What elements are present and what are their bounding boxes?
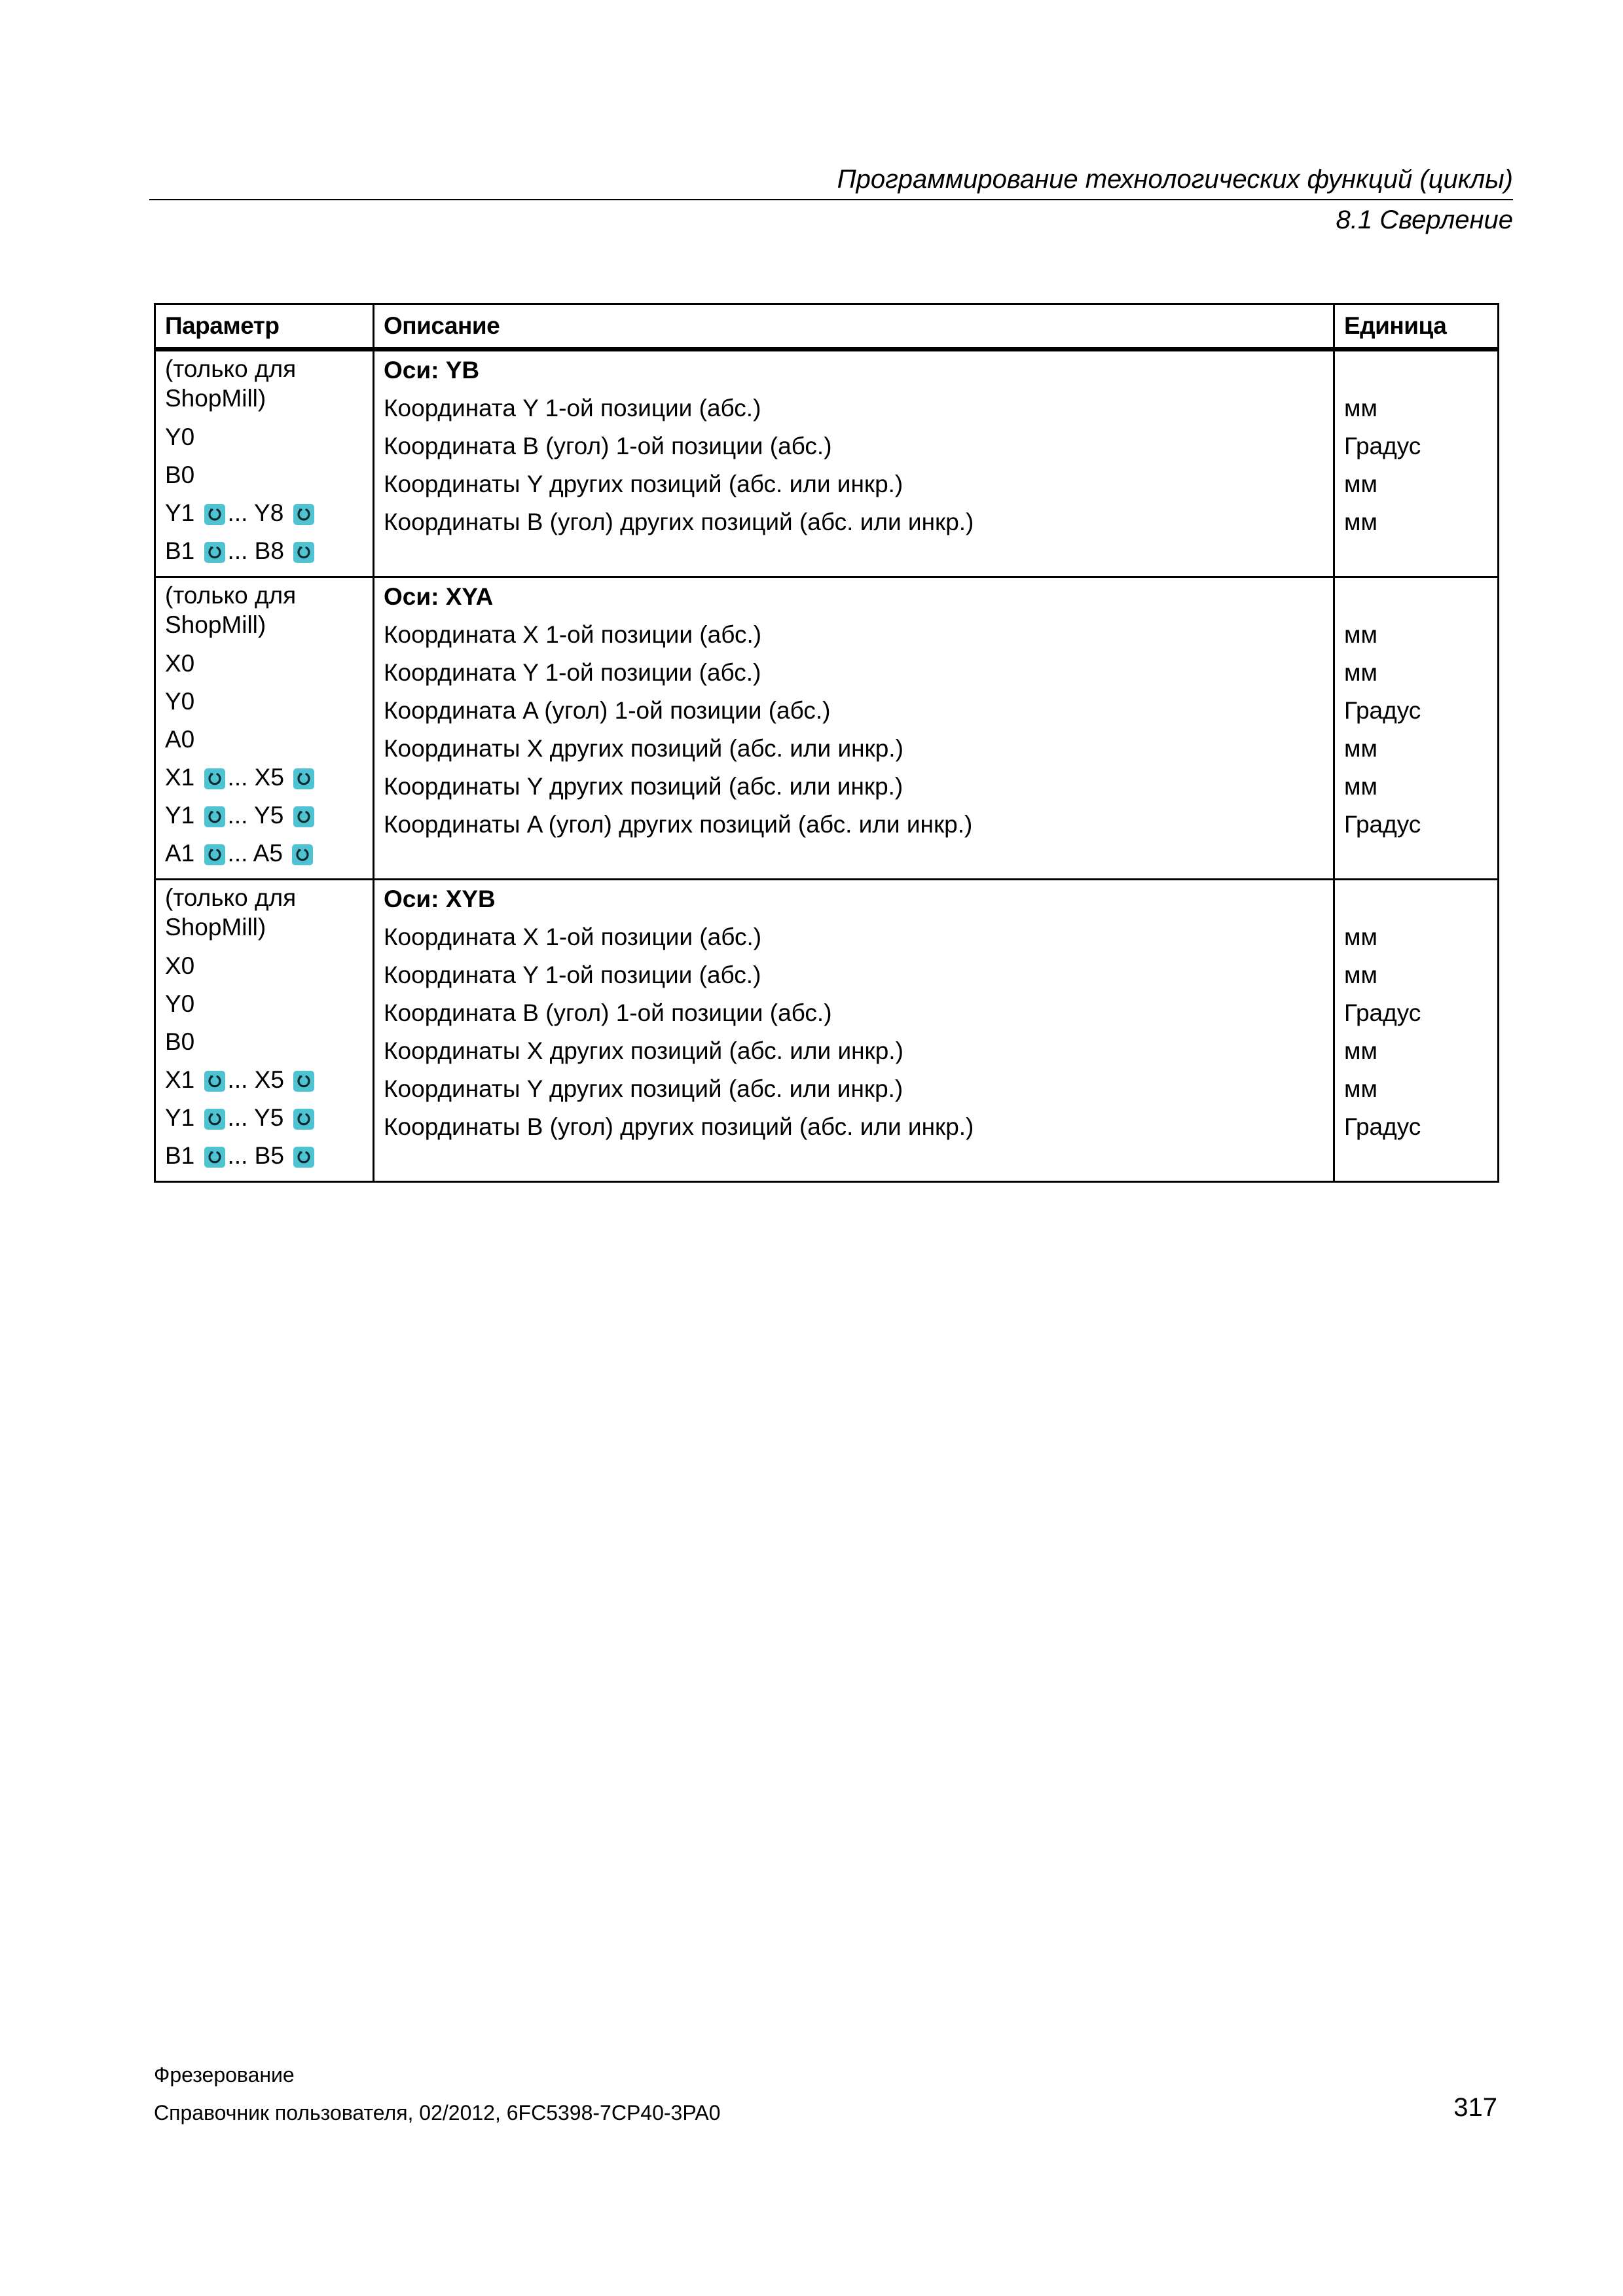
parameter-range-start: Y1 [165, 1104, 195, 1131]
unit-spacer [1344, 578, 1491, 616]
description-cell [374, 880, 1334, 1182]
range-ellipsis: ... [227, 802, 248, 829]
parameter-description: Координата B (угол) 1-ой позиции (абс.) [384, 999, 832, 1026]
cycle-toggle-icon [293, 1071, 314, 1092]
cycle-toggle-icon [204, 768, 225, 789]
parameter-description: Координата B (угол) 1-ой позиции (абс.) [384, 433, 832, 459]
parameter-name: X0 [165, 650, 195, 677]
parameter-name: B0 [165, 461, 195, 488]
table-body [155, 350, 1499, 1182]
cycle-toggle-icon [204, 542, 225, 563]
unit-cell [1334, 577, 1499, 880]
parameter-description: Координата X 1-ой позиции (абс.) [384, 621, 762, 648]
parameter-description: Координаты B (угол) других позиций (абс. или инкр.) [384, 509, 974, 535]
parameter-name: Y0 [165, 990, 195, 1017]
parameter-unit: мм [1344, 1037, 1377, 1064]
axes-title: Оси: XYB [384, 886, 496, 912]
footer-document-title: Фрезерование [154, 2063, 295, 2087]
parameter-description: Координата X 1-ой позиции (абс.) [384, 924, 762, 950]
parameter-cell [155, 577, 374, 880]
spacer [165, 413, 366, 418]
parameter-unit: мм [1344, 924, 1377, 950]
parameter-name [165, 1099, 366, 1137]
unit-spacer [1344, 351, 1491, 389]
parameter-unit: мм [1344, 471, 1377, 497]
parameter-description: Координаты Y других позиций (абс. или инкр.) [384, 1075, 903, 1102]
cycle-toggle-icon [293, 504, 314, 525]
column-header-parameter: Параметр [155, 304, 374, 350]
parameter-description: Координаты A (угол) других позиций (абс. или инкр.) [384, 811, 973, 838]
parameter-range-start: X1 [165, 1066, 195, 1093]
parameter-description: Координаты B (угол) других позиций (абс. или инкр.) [384, 1113, 974, 1140]
cycle-toggle-icon [293, 768, 314, 789]
cycle-toggle-icon [204, 1109, 225, 1130]
cycle-toggle-icon [293, 806, 314, 827]
unit-spacer [1344, 880, 1491, 918]
range-ellipsis: ... [227, 499, 248, 526]
parameter-range-end: Y8 [254, 499, 284, 526]
cycle-toggle-icon [204, 1147, 225, 1168]
parameter-range-start: Y1 [165, 802, 195, 829]
cycle-toggle-icon [204, 504, 225, 525]
table-row [155, 350, 1499, 577]
parameter-name [165, 1061, 366, 1099]
chapter-title: Программирование технологических функций (циклы) [837, 165, 1513, 194]
range-ellipsis: ... [227, 537, 248, 564]
table-row [155, 577, 1499, 880]
spacer [165, 570, 366, 576]
parameter-name [165, 494, 366, 532]
parameter-name: B0 [165, 1028, 195, 1055]
column-header-description: Описание [374, 304, 1334, 350]
parameter-description: Координата A (угол) 1-ой позиции (абс.) [384, 697, 831, 724]
parameter-unit: мм [1344, 773, 1377, 800]
parameter-unit: Градус [1344, 811, 1421, 838]
cycle-toggle-icon [204, 844, 225, 865]
parameter-name [165, 834, 366, 872]
parameter-range-start: X1 [165, 764, 195, 791]
parameter-unit: Градус [1344, 999, 1421, 1026]
unit-cell [1334, 350, 1499, 577]
parameter-range-start: Y1 [165, 499, 195, 526]
parameter-note: (только для ShopMill) [165, 582, 297, 638]
parameter-unit: мм [1344, 659, 1377, 686]
cycle-toggle-icon [292, 844, 313, 865]
parameter-description: Координаты Y других позиций (абс. или инкр.) [384, 471, 903, 497]
cycle-toggle-icon [204, 806, 225, 827]
axes-title: Оси: YB [384, 357, 480, 384]
range-ellipsis: ... [227, 840, 248, 867]
parameter-unit: мм [1344, 735, 1377, 762]
parameter-range-start: B1 [165, 537, 195, 564]
parameter-name [165, 1137, 366, 1175]
header-rule [149, 199, 1513, 200]
parameter-unit: Градус [1344, 433, 1421, 459]
parameter-range-end: X5 [254, 764, 284, 791]
range-ellipsis: ... [227, 1104, 248, 1131]
parameter-range-end: Y5 [254, 802, 284, 829]
parameter-name: X0 [165, 952, 195, 979]
parameter-name [165, 532, 366, 570]
description-cell [374, 350, 1334, 577]
page-number: 317 [1453, 2093, 1497, 2122]
parameter-description: Координата Y 1-ой позиции (абс.) [384, 961, 761, 988]
spacer [165, 942, 366, 947]
parameter-name [165, 797, 366, 834]
parameter-unit: Градус [1344, 1113, 1421, 1140]
parameter-unit: мм [1344, 1075, 1377, 1102]
parameter-name: A0 [165, 726, 195, 753]
parameter-range-start: B1 [165, 1142, 195, 1169]
footer-document-reference: Справочник пользователя, 02/2012, 6FC5398-7CP40-3PA0 [154, 2101, 721, 2125]
parameter-description: Координата Y 1-ой позиции (абс.) [384, 659, 761, 686]
parameter-name [165, 759, 366, 797]
parameter-cell [155, 880, 374, 1182]
range-ellipsis: ... [227, 1142, 248, 1169]
parameter-unit: мм [1344, 395, 1377, 422]
parameter-unit: мм [1344, 621, 1377, 648]
range-ellipsis: ... [227, 1066, 248, 1093]
parameter-range-end: X5 [254, 1066, 284, 1093]
parameter-name: Y0 [165, 688, 195, 715]
spacer [165, 872, 366, 878]
parameter-note: (только для ShopMill) [165, 355, 297, 412]
parameter-range-start: A1 [165, 840, 195, 867]
parameter-description: Координаты X других позиций (абс. или инкр.) [384, 735, 903, 762]
parameter-description: Координаты Y других позиций (абс. или инкр.) [384, 773, 903, 800]
parameter-description: Координаты X других позиций (абс. или инкр.) [384, 1037, 903, 1064]
parameter-table [154, 303, 1499, 1183]
table-row [155, 880, 1499, 1182]
parameter-range-end: A5 [253, 840, 283, 867]
parameter-range-end: Y5 [254, 1104, 284, 1131]
cycle-toggle-icon [293, 542, 314, 563]
column-header-unit: Единица [1334, 304, 1499, 350]
cycle-toggle-icon [293, 1147, 314, 1168]
range-ellipsis: ... [227, 764, 248, 791]
spacer [165, 639, 366, 645]
table-header-row [155, 304, 1499, 350]
axes-title: Оси: XYA [384, 583, 494, 610]
unit-cell [1334, 880, 1499, 1182]
parameter-description: Координата Y 1-ой позиции (абс.) [384, 395, 761, 422]
description-cell [374, 577, 1334, 880]
cycle-toggle-icon [293, 1109, 314, 1130]
section-title: 8.1 Сверление [1336, 206, 1513, 234]
parameter-cell [155, 350, 374, 577]
parameter-range-end: B5 [254, 1142, 284, 1169]
cycle-toggle-icon [204, 1071, 225, 1092]
parameter-name: Y0 [165, 423, 195, 450]
parameter-unit: мм [1344, 509, 1377, 535]
spacer [165, 1175, 366, 1181]
parameter-note: (только для ShopMill) [165, 884, 297, 941]
parameter-unit: Градус [1344, 697, 1421, 724]
parameter-range-end: B8 [254, 537, 284, 564]
parameter-unit: мм [1344, 961, 1377, 988]
